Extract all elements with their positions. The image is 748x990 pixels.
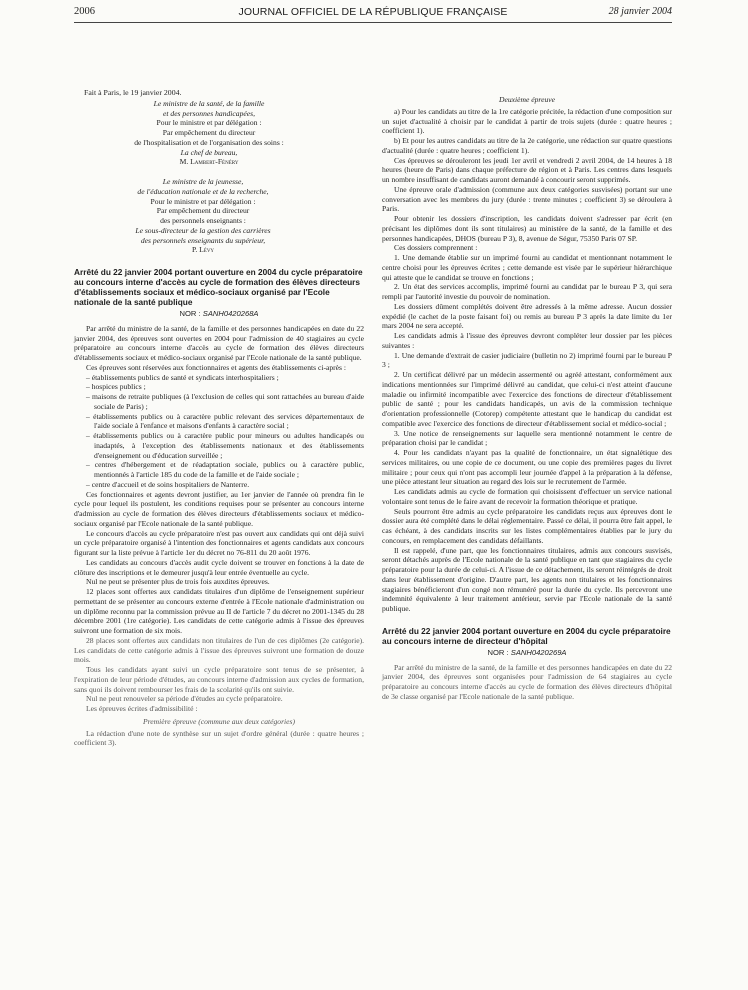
nor-code: SANH0420269A xyxy=(510,647,567,657)
paragraph: 4. Pour les candidats n'ayant pas la qualité de fonctionnaire, un état signalétique des services militaires, ou une copie de ce document, ou une copie des premières pages du livret militaire ; pour ceux qui n'ont pas accompli leur journée d'appel à la préparation à la défense, une pièce attestant leur situation au regard des lois sur le recrutement de l'armée. xyxy=(382,448,672,487)
paragraph: Les épreuves écrites d'admissibilité : xyxy=(86,704,198,713)
signatory-role: La chef de bureau, xyxy=(180,147,238,157)
paragraph: Ces dossiers comprennent : xyxy=(394,243,478,253)
nor-label: NOR : xyxy=(487,647,509,657)
signatory-title: Le ministre de la jeunesse, xyxy=(162,177,244,186)
paragraph: Ces épreuves se dérouleront les jeudi 1er avril et vendredi 2 avril 2004, de 14 heures à 18 heures (heure de Paris) dans chaque préfecture de région et à Paris. Les centres dans lesquels un nombre insuffisant de candidats auront demandé à concourir seront supprimés. xyxy=(382,155,672,184)
list-item: – hospices publics ; xyxy=(86,382,364,392)
nor-reference xyxy=(74,309,364,319)
establishment-list xyxy=(74,373,364,490)
paragraph: 28 places sont offertes aux candidats non titulaires de l'un de ces diplômes (2e catégorie). Les candidats de cette catégorie admis à l'issue des épreuves suivront une formation de douze mois. xyxy=(74,635,364,665)
subheading: Première épreuve (commune aux deux catégories) xyxy=(142,716,296,726)
nor-reference xyxy=(382,648,672,658)
list-item: – établissements publics ou à caractère public pour mineurs ou adultes handicapés ou inadaptés, à l'exception des établissements nationaux et des établissements d'enseignement ou d'éducation surveillée ; xyxy=(86,431,364,460)
nor-code: SANH0420268A xyxy=(202,309,259,318)
paragraph: Par arrêté du ministre de la santé, de la famille et des personnes handicapées en date du 22 janvier 2004, des épreuves sont ouvertes en 2004 pour l'admission de 40 stagiaires au cycle préparatoire au concours interne d'accès au cycle de formation des élèves directeurs d'établissements sociaux et médico-sociaux organisé par l'Ecole nationale de la santé publique. xyxy=(74,323,364,362)
list-item: – centres d'hébergement et de réadaptation sociale, publics ou à caractère public, mentionnés à l'article 185 du code de la famille et de l'aide sociale ; xyxy=(86,460,364,480)
paragraph: 3. Une notice de renseignements sur laquelle sera mentionné notamment le centre de préparation choisi par le candidat ; xyxy=(382,428,672,448)
signatory-role: Le sous-directeur de la gestion des carrières xyxy=(135,225,271,235)
signatory-name: P. Lévy xyxy=(191,245,215,255)
signatory-name: M. Lambert-Fénéry xyxy=(179,157,239,167)
delegation-line: de l'hospitalisation et de l'organisation des soins : xyxy=(134,137,284,147)
paragraph: Pour obtenir les dossiers d'inscription, les candidats doivent s'adresser par écrit (en précisant les diplômes dont ils sont titulaires) au ministère de la santé, de la famille et des personnes handicapées, DHOS (bureau P 3), 8, avenue de Ségur, 75350 Paris 07 SP. xyxy=(382,214,672,243)
delegation-line: Pour le ministre et par délégation : xyxy=(156,118,262,128)
paragraph: 2. Un état des services accomplis, imprimé fourni au candidat par le bureau P 3, qui sera rempli par l'autorité investie du pouvoir de nomination. xyxy=(382,282,672,301)
issue-date: 28 janvier 2004 xyxy=(608,6,672,17)
paragraph: Tous les candidats ayant suivi un cycle préparatoire sont tenus de se présenter, à l'expiration de leur période d'études, au concours interne d'admission aux cycles de formation, sans quoi ils doivent rembourser les frais de la scolarité qu'ils ont suivie. xyxy=(74,665,364,694)
header-rule xyxy=(74,22,672,23)
paragraph: Le concours d'accès au cycle préparatoire n'est pas ouvert aux candidats qui ont déjà suivi un cycle préparatoire organisé à l'intention des fonctionnaires et agents candidats aux concours figurant sur la liste prévue à l'article 1er du décret no 76-811 du 20 août 1976. xyxy=(74,528,364,557)
paragraph: Une épreuve orale d'admission (commune aux deux catégories susvisées) portant sur une conversation avec les membres du jury (durée : trente minutes ; coefficient 3) se déroulera à Paris. xyxy=(382,184,672,214)
subheading: Deuxième épreuve xyxy=(498,95,555,104)
right-column xyxy=(382,95,672,702)
article-1 xyxy=(74,267,364,748)
paragraph: b) Et pour les autres candidats au titre de la 2e catégorie, une rédaction sur quatre questions d'actualité (durée : quatre heures ; coefficient 1). xyxy=(382,136,672,155)
delegation-line: des personnels enseignants : xyxy=(160,216,246,225)
paragraph: Nul ne peut se présenter plus de trois fois auxdites épreuves. xyxy=(86,577,270,587)
paragraph: 1. Une demande établie sur un imprimé fourni au candidat et mentionnant notamment le centre choisi pour les épreuves écrites ; cette demande est visée par le supérieur hiérarchique qui atteste que le candidat se trouve en fonctions ; xyxy=(382,253,672,282)
paragraph: Nul ne peut renouveler sa période d'études au cycle préparatoire. xyxy=(86,694,283,704)
signature-block-2 xyxy=(78,177,328,255)
delegation-line: Pour le ministre et par délégation : xyxy=(150,196,256,206)
paragraph: Les candidats admis au cycle de formation qui choisissent d'effectuer un service national volontaire sont tenus de le faire avant de recevoir la formation théorique et pratique. xyxy=(382,487,672,506)
list-item: – établissements publics ou à caractère public relevant des services départementaux de l'aide sociale à l'enfance et maisons d'enfants à caractère social ; xyxy=(86,412,364,432)
list-item: – établissements publics de santé et syndicats interhospitaliers ; xyxy=(86,373,364,383)
paragraph: a) Pour les candidats au titre de la 1re catégorie précitée, la rédaction d'une composition sur un sujet d'actualité à choisir par le candidat à partir de trois sujets (durée : quatre heures ; coefficient 1). xyxy=(382,106,673,136)
signatory-title: de l'éducation nationale et de la recherche, xyxy=(137,186,269,196)
paragraph: Les candidats admis à l'issue des épreuves devront compléter leur dossier par les pièces suivantes : xyxy=(382,331,672,350)
paragraph: 2. Un certificat délivré par un médecin assermenté ou agréé attestant, conformément aux indications mentionnées sur l'imprimé délivré au candidat, que celui-ci n'est atteint d'aucune maladie ou infirmité incompatible avec l'exercice des fonctions de directeur d'établissement public de santé ; pour les candidats handicapés, un avis de la commission technique d'orientation professionnelle (Cotorep) compétente attestant que le handicap du candidat est compatible avec l'exercice des fonctions de directeur d'établissement social et médico-social ; xyxy=(382,370,672,428)
paragraph: 1. Une demande d'extrait de casier judiciaire (bulletin no 2) imprimé fourni par le bureau P 3 ; xyxy=(382,350,672,370)
nor-label: NOR : xyxy=(179,309,201,318)
paragraph: Ces épreuves sont réservées aux fonctionnaires et agents des établissements ci-après : xyxy=(86,362,346,372)
signatory-title: Le ministre de la santé, de la famille xyxy=(153,98,265,108)
paragraph: Les dossiers dûment complétés doivent être adressés à la même adresse. Aucun dossier expédié (le cachet de la poste faisant foi) ou remis au bureau P 3 après la date limite du 1er mars 2004 ne sera accepté. xyxy=(382,301,672,331)
signatory-role: des personnels enseignants du supérieur, xyxy=(140,235,266,245)
article-2 xyxy=(382,626,672,702)
delegation-line: Par empêchement du directeur xyxy=(162,128,256,137)
list-item: – centre d'accueil et de soins hospitaliers de Nanterre. xyxy=(86,480,364,490)
paragraph: 12 places sont offertes aux candidats titulaires d'un diplôme de l'enseignement supérieur permettant de se présenter au concours externe d'entrée à l'Ecole nationale d'administration ou un diplôme reconnu par la commission prévue au II de l'article 7 du décret no 2001-1345 du 28 décembre 2001 (1re catégorie). Les candidats de cette catégorie admis à l'issue des épreuves suivront une formation de six mois. xyxy=(74,587,364,635)
signature-block-1 xyxy=(84,88,364,167)
page-header xyxy=(74,6,672,22)
paragraph: Les candidats au concours d'accès audit cycle doivent se trouver en fonctions à la date de clôture des inscriptions et le demeurer jusqu'à leur entrée éventuelle au cycle. xyxy=(74,557,364,577)
paragraph: Il est rappelé, d'une part, que les fonctionnaires titulaires, admis aux concours susvisés, seront détachés auprès de l'Ecole nationale de la santé publique en tant que stagiaires du cycle préparatoire pour la durée de celui-ci. A l'issue de ce détachement, ils seront réintégrés de droit dans leur établissement d'origine. D'autre part, les agents non titulaires et les fonctionnaires stagiaires bénéficieront d'un congé non rémunéré pour la durée du cycle. Ils percevront une indemnité équivalente à leur traitement antérieur, servie par l'Ecole nationale de la santé publique. xyxy=(382,545,672,613)
paragraph: La rédaction d'une note de synthèse sur un sujet d'ordre général (durée : quatre heures ; coefficient 3). xyxy=(74,728,364,748)
paragraph: Par arrêté du ministre de la santé, de la famille et des personnes handicapées en date du 22 janvier 2004, des épreuves sont organisées pour l'admission de 64 stagiaires au cycle préparatoire au concours interne d'accès au cycle de formation des élèves directeurs d'hôpital de 3e classe organisé par l'Ecole nationale de la santé publique. xyxy=(382,662,672,701)
article-title: Arrêté du 22 janvier 2004 portant ouverture en 2004 du cycle préparatoire au concours interne d'accès au cycle de formation des élèves directeurs d'établissements sociaux et médico-sociaux organisé par l'Ecole nationale de la santé publique xyxy=(74,267,363,307)
paragraph: Seuls pourront être admis au cycle préparatoire les candidats reçus aux épreuves dont le dossier aura été complété dans le délai réglementaire. Passé ce délai, il pourra être fait appel, le cas échéant, à des candidats inscrits sur les listes complémentaires établies par le jury du concours, en remplacement des candidats défaillants. xyxy=(382,506,672,545)
place-date: Fait à Paris, le 19 janvier 2004. xyxy=(84,88,182,97)
paragraph: Ces fonctionnaires et agents devront justifier, au 1er janvier de l'année où prendra fin le cycle pour lequel ils postulent, les conditions requises pour se présenter au concours interne d'admission au cycle de formation des élèves directeurs d'établissements sociaux et médico-sociaux organisé par l'Ecole nationale de la santé publique. xyxy=(74,489,364,528)
left-column xyxy=(74,88,364,748)
article-title: Arrêté du 22 janvier 2004 portant ouverture en 2004 du cycle préparatoire au concours interne de directeur d'hôpital xyxy=(382,625,671,646)
journal-title: JOURNAL OFFICIEL DE LA RÉPUBLIQUE FRANÇAISE xyxy=(238,6,508,18)
list-item: – maisons de retraite publiques (à l'exclusion de celles qui sont rattachées au bureau d'aide sociale de Paris) ; xyxy=(86,392,364,412)
signatory-title: et des personnes handicapées, xyxy=(163,108,255,118)
delegation-line: Par empêchement du directeur xyxy=(156,206,250,216)
page-number: 2006 xyxy=(74,6,95,17)
